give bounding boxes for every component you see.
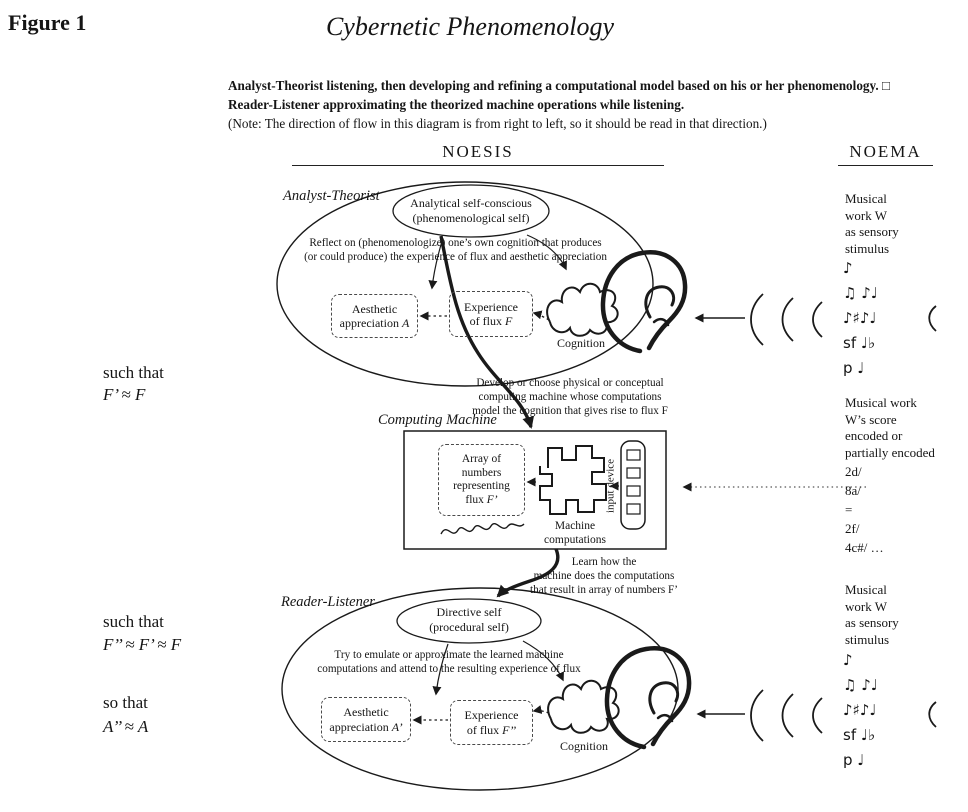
- box-text: of flux: [469, 314, 502, 328]
- such-that-label-1: such that: [103, 363, 164, 382]
- box-text: of flux: [466, 722, 500, 737]
- box-line: Experience: [464, 708, 519, 722]
- box-var: A’: [391, 719, 403, 734]
- directive-self-ellipse-text: [398, 605, 540, 634]
- input-device-slots: [627, 450, 640, 514]
- analytical-self-line-2: (phenomenological self): [412, 210, 530, 225]
- experience-of-flux-box-bottom: [450, 700, 533, 745]
- musical-work-score-text: [845, 395, 935, 461]
- box-line: Aesthetic: [343, 705, 389, 719]
- noema-header: NOEMA: [838, 142, 933, 166]
- box-var: A: [401, 316, 410, 330]
- try-annotation: [290, 649, 608, 677]
- score-line: encoded or: [845, 428, 903, 443]
- array-of-numbers-box: [438, 444, 525, 516]
- input-device-outline: [621, 441, 645, 529]
- box-line: numbers: [461, 466, 502, 479]
- music-notes-line: p ♩: [843, 751, 865, 769]
- box-line: Experience: [464, 299, 518, 314]
- learn-annotation: [508, 556, 700, 597]
- so-that-label: so that: [103, 693, 148, 712]
- musical-work-stimulus-bottom: [845, 582, 899, 648]
- box-text: appreciation: [329, 719, 389, 734]
- directive-self-line-2: (procedural self): [429, 619, 509, 634]
- stimulus-line: as sensory: [845, 615, 899, 630]
- box-text: appreciation: [339, 316, 399, 330]
- input-device-label: input device: [604, 458, 617, 514]
- score-line: W’s score: [845, 411, 897, 427]
- box-line: [340, 316, 410, 331]
- box-var: F’: [486, 493, 498, 506]
- reader-listener-label: Reader-Listener: [281, 594, 375, 610]
- cognition-label-top: Cognition: [556, 336, 605, 350]
- experience-of-flux-box-top: [449, 291, 533, 337]
- arrow-cognition-to-experience-bottom: [534, 711, 549, 713]
- formula-1: F’ ≈ F: [103, 385, 146, 404]
- learn-line-2: machine does the computations: [533, 569, 675, 582]
- machine-computations-label: [533, 519, 617, 547]
- stimulus-line: work W: [845, 207, 888, 223]
- cognition-squiggle-icon: [547, 284, 618, 336]
- box-line: [467, 723, 516, 738]
- waveform-icon: [441, 524, 524, 534]
- machine-computations-line-1: Machine: [554, 520, 596, 532]
- music-notes-line: ♪♯♪♩: [843, 309, 877, 327]
- stimulus-line: stimulus: [845, 240, 890, 256]
- score-line: partially encoded: [845, 444, 935, 460]
- page-title: Cybernetic Phenomenology: [325, 12, 615, 41]
- develop-line-1: Develop or choose physical or conceptual: [476, 377, 664, 389]
- code-line: 4c#/ …: [845, 540, 884, 555]
- box-line: Array of: [461, 453, 502, 465]
- such-that-label-2: such that: [103, 612, 164, 631]
- analytical-self-ellipse-text: [393, 196, 549, 225]
- stimulus-line: work W: [845, 598, 888, 614]
- reflect-annotation: [298, 237, 613, 265]
- formula-3: A’’ ≈ A: [103, 717, 149, 736]
- machine-computations-maze-icon: [540, 446, 606, 514]
- musical-work-stimulus-top: [845, 191, 899, 257]
- computing-machine-label: Computing Machine: [378, 412, 497, 428]
- box-text: flux: [465, 493, 484, 506]
- code-line: =: [845, 502, 853, 517]
- formula-2: F’’ ≈ F’ ≈ F: [103, 635, 182, 654]
- develop-line-2: computing machine whose computations: [478, 390, 662, 403]
- cognition-label-bottom: Cognition: [559, 739, 608, 753]
- stimulus-line: as sensory: [845, 224, 899, 239]
- music-notes-top: [843, 256, 878, 381]
- machine-computations-line-2: computations: [544, 534, 606, 546]
- stimulus-line: Musical: [845, 582, 887, 597]
- caption-line-1: Analyst-Theorist listening, then developing and refining a computational model based on his or her phenomenology. □: [228, 78, 890, 93]
- learn-line-1: Learn how the: [571, 556, 637, 568]
- box-line: Aesthetic: [351, 301, 398, 316]
- try-line-1: Try to emulate or approximate the learned machine: [334, 649, 564, 661]
- box-line: representing: [453, 480, 510, 492]
- music-notes-line: ♫ ♪♩: [843, 676, 878, 694]
- caption-note: (Note: The direction of flow in this diagram is from right to left, so it should be read in that direction.): [228, 116, 767, 131]
- box-var: F: [504, 314, 513, 328]
- music-notes-line: ♪: [843, 651, 853, 669]
- aesthetic-appreciation-box-bottom: [321, 697, 411, 742]
- noesis-header: NOESIS: [292, 142, 664, 166]
- music-notes-line: ♪♯♪♩: [843, 701, 877, 719]
- try-line-2: computations and attend to the resulting experience of flux: [317, 662, 581, 675]
- encoded-score-values: [845, 462, 884, 557]
- develop-line-3: model the cognition that gives rise to flux F: [472, 404, 668, 417]
- code-line: 2f/: [845, 521, 860, 536]
- reflect-line-2: (or could produce) the experience of flux and aesthetic appreciation: [304, 250, 607, 263]
- reflect-line-1: Reflect on (phenomenologize) one’s own cognition that produces: [309, 237, 602, 249]
- stimulus-line: stimulus: [845, 631, 890, 647]
- box-line: [470, 314, 513, 329]
- code-line: 2d/: [845, 464, 862, 479]
- analytical-self-line-1: Analytical self-conscious: [410, 196, 532, 210]
- box-line: [465, 494, 497, 508]
- box-var: F’’: [502, 722, 517, 737]
- music-notes-line: sf ♩♭: [843, 334, 876, 352]
- directive-self-line-1: Directive self: [436, 605, 502, 619]
- music-notes-bottom: [843, 648, 878, 773]
- learn-line-3: that result in array of numbers F’: [530, 583, 678, 596]
- music-notes-line: p ♩: [843, 359, 865, 377]
- figure-label: Figure 1: [8, 10, 87, 35]
- music-notes-line: sf ♩♭: [843, 726, 876, 744]
- code-line: 8a/: [845, 483, 861, 498]
- aesthetic-appreciation-box-top: [331, 294, 418, 338]
- ear-icon: [607, 648, 689, 747]
- stimulus-line: Musical: [845, 191, 887, 206]
- box-line: [329, 720, 402, 735]
- music-notes-line: ♪: [843, 259, 853, 277]
- analyst-theorist-label: Analyst-Theorist: [283, 188, 380, 204]
- music-notes-line: ♫ ♪♩: [843, 284, 878, 302]
- score-line: Musical work: [845, 395, 917, 410]
- caption-line-2: Reader-Listener approximating the theorized machine operations while listening.: [228, 97, 685, 112]
